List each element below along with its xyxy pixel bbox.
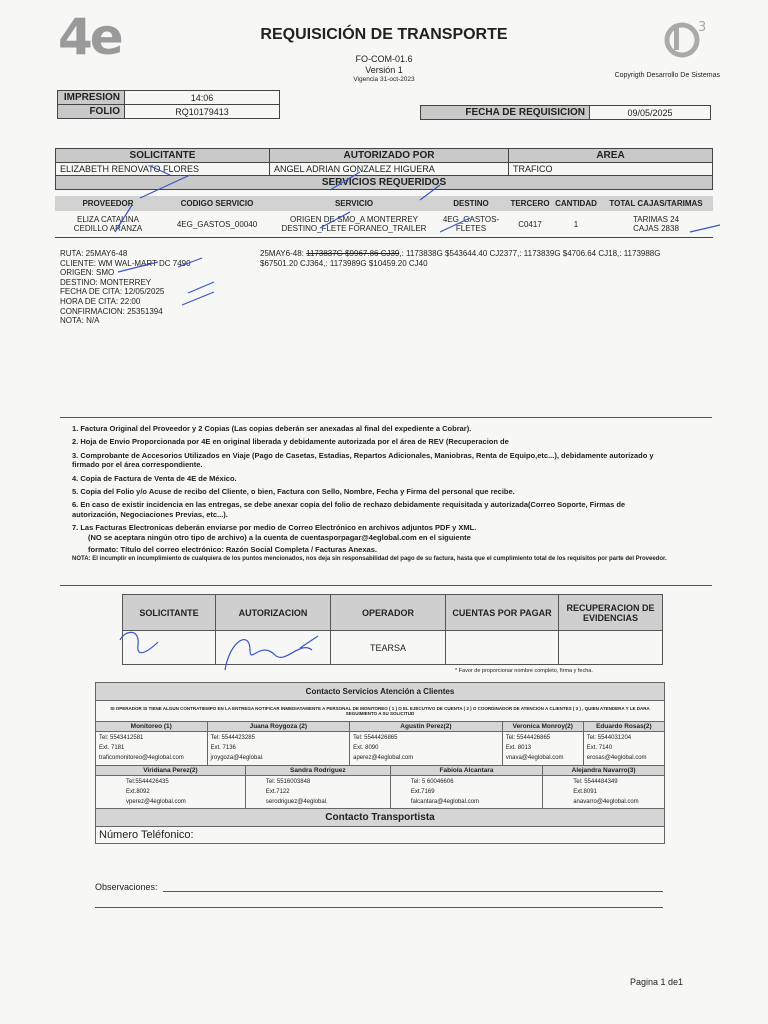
requirement-7-line-2: (NO se aceptara ningún otro tipo de archivo) a la cuenta de cuentasporpagar@4eglobal.com en el siguiente (88, 533, 471, 543)
sig-solicitante-header: SOLICITANTE (123, 595, 216, 631)
contacts-disclaimer: SI OPERADOR SI TIENE ALGUN CONTRATIEMPO EN LA ENTREGA NOTIFICAR INMEDIATAMENTE A PERSONAL DE MONITOREO ( 1 ) O EL EJECUTIVO DE CUENTA ( 2 ) O COORDINADOR DE ATENCION A CLIENTES ( 3 ) , QUIEN ATENDERA Y LE DARA SEGUIMIENTO A SU SOLICITUD (96, 701, 665, 722)
destino-line-1: 4EG_GASTOS- (442, 215, 500, 224)
requirement-6: 6. En caso de existir incidencia en las entregas, se debe anexar copia del folio de rechazo debidamente requisitada y autorizada(Correo Soporte, Firmas de autorización, Negociaciones Previas, etc...). (72, 500, 626, 519)
sig-operador-value: TEARSA (331, 631, 446, 665)
contact-tel: Tel: 5544426865 (353, 735, 398, 741)
servicio-line-2: DESTINO_FLETE FORANEO_TRAILER (281, 224, 427, 233)
contact-name: Veronica Monroy(2) (502, 722, 583, 732)
requirement-7: 7. Las Facturas Electronicas deberán enviarse por medio de Correo Electrónico en archivos adjuntos PDF y XML. (72, 523, 477, 532)
servicio-line-1: ORIGEN DE SMO_A MONTERREY (289, 215, 419, 224)
contact-email: erosas@4eglobal.com (586, 755, 647, 762)
shipment-rest: ,: 1173838G $543644.40 CJ2377,: 1173839G $4706.64 CJ18,: 1173988G (399, 249, 661, 258)
tercero-value: C0417 (518, 219, 542, 229)
cantidad-value: 1 (573, 219, 579, 229)
sig-cuentas-header: CUENTAS POR PAGAR (446, 595, 559, 631)
contact-email: aperez@4eglobal.com (353, 755, 414, 762)
detail-cliente: CLIENTE: WM WAL-MART DC 7490 (60, 258, 191, 268)
shipment-prefix: 25MAY6-48: (260, 249, 307, 258)
nota-text: NOTA: El incumplir en incumplimiento de cualquiera de los puntos mencionados, nos deja sin responsabilidad del pago de su factura, hasta que el cumplimiento total de los requisitos por parte del Proveedor. (72, 556, 667, 563)
impresion-label: IMPRESION (58, 91, 125, 105)
contact-name: Monitoreo (1) (96, 722, 208, 732)
autorizado-value: ANGEL ADRIAN GONZALEZ HIGUERA (270, 163, 509, 176)
total-line-1: TARIMAS 24 (632, 215, 680, 224)
contact-name: Fabiola Alcantara (390, 765, 542, 775)
fecha-value: 09/05/2025 (590, 106, 711, 120)
folio-value: RQ10179413 (125, 105, 280, 119)
requirement-3: 3. Comprobante de Accesorios Utilizados en Viaje (Pago de Casetas, Estadias, Repartos Adicionales, Maniobras, Renta de Equipo,etc...), debidamente autorizado y firmado por el área correspondiente. (72, 450, 654, 470)
contact-ext: Ext.8091 (573, 788, 597, 795)
contact-tel: Tel: 5544484349 (573, 778, 618, 785)
destino-line-2: FLETES (455, 224, 487, 233)
contact-tel: Tel: 5543412581 (99, 735, 144, 741)
area-header: AREA (509, 149, 713, 163)
contact-email: jroygoza@4eglobal. (210, 755, 264, 762)
contact-ext: Ext. 8013 (505, 745, 532, 752)
impresion-value: 14:06 (125, 91, 280, 105)
sig-operador-header: OPERADOR (331, 595, 446, 631)
proveedor-line-2: CEDILLO ARANZA (73, 224, 143, 233)
contact-ext: Ext.8092 (126, 788, 150, 795)
contact-ext: Ext.7122 (265, 788, 290, 795)
contact-ext: Ext. 8090 (353, 745, 379, 752)
contact-email: traficomonitoreo@4eglobal.com (99, 755, 184, 762)
detail-confirmacion: CONFIRMACION: 25351394 (60, 306, 163, 316)
contact-email: anavarro@4eglobal.com (573, 798, 639, 805)
contact-tel: Tel: 5544031204 (586, 735, 632, 741)
total-line-2: CAJAS 2838 (633, 224, 679, 233)
copyright-text: Copyrigth Desarrollo De Sistemas (614, 72, 720, 79)
requirement-7-line-3: formato: Título del correo electrónico: Razón Social Completa / Facturas Anexas. (88, 544, 377, 554)
contact-email: vperez@4eglobal.com (126, 798, 186, 805)
observaciones-label: Observaciones: (95, 882, 158, 892)
brand-logo: 4e (58, 8, 121, 66)
contact-tel: Tel: 5516003848 (265, 778, 311, 785)
contact-name: Alejandra Navarro(3) (543, 765, 665, 775)
contact-ext: Ext. 7181 (99, 745, 125, 752)
area-value: TRAFICO (509, 163, 713, 176)
contact-ext: Ext. 7140 (586, 745, 613, 752)
solicitante-header: SOLICITANTE (56, 149, 270, 163)
signature-footnote: * Favor de proporcionar nombre completo, firma y fecha. (455, 668, 593, 674)
contact-name: Sandra Rodriguez (245, 765, 390, 775)
contact-email: vnava@4eglobal.com (505, 755, 564, 762)
shipment-struck: 1173837G $9967.86 CJ39 (306, 249, 400, 258)
detail-hora-cita: HORA DE CITA: 22:00 (60, 296, 141, 306)
proveedor-line-1: ELIZA CATALINA (77, 215, 139, 224)
contact-tel: Tel:5544426435 (126, 778, 169, 785)
col-total: TOTAL CAJAS/TARIMAS (609, 199, 703, 208)
sig-autorizacion-header: AUTORIZACION (216, 595, 331, 631)
col-servicio: SERVICIO (334, 199, 374, 208)
document-title: REQUISICIÓN DE TRANSPORTE (260, 26, 508, 43)
form-version: Versión 1 (365, 65, 403, 75)
phone-label: Número Teléfonico: (96, 827, 665, 844)
detail-origen: ORIGEN: SMO (60, 268, 115, 278)
folio-label: FOLIO (58, 105, 125, 119)
detail-destino: DESTINO: MONTERREY (60, 277, 152, 287)
contact-ext: Ext.7169 (410, 788, 435, 795)
contact-name: Juana Roygoza (2) (207, 722, 350, 732)
contacts-title: Contacto Servicios Atención a Clientes (96, 683, 665, 701)
contact-name: Viridiana Perez(2) (96, 765, 246, 775)
form-vigencia: Vigencia 31-oct-2023 (353, 76, 415, 83)
shipment-line-2: $67501.20 CJ364,: 1173989G $10459.20 CJ40 (260, 258, 428, 268)
contact-email: serodriguez@4eglobal. (265, 798, 328, 805)
autorizado-header: AUTORIZADO POR (270, 149, 509, 163)
services-section-title: SERVICIOS REQUERIDOS (56, 176, 713, 190)
page-number: Pagina 1 de1 (630, 977, 684, 987)
requirement-4: 4. Copia de Factura de Venta de 4E de México. (72, 473, 237, 483)
transport-contact-title: Contacto Transportista (96, 809, 665, 827)
detail-nota: NOTA: N/A (60, 316, 100, 326)
contact-email: falcantara@4eglobal.com (410, 798, 479, 805)
form-code: FO-COM-01.6 (355, 54, 413, 64)
detail-ruta: RUTA: 25MAY6-48 (60, 249, 128, 258)
svg-text:3: 3 (698, 20, 707, 35)
signature-solicitante-icon (120, 632, 158, 652)
col-codigo: CODIGO SERVICIO (180, 199, 254, 208)
sig-recuperacion-header: RECUPERACION DE EVIDENCIAS (559, 595, 663, 631)
contact-name: Eduardo Rosas(2) (583, 722, 664, 732)
signature-autorizacion-icon (225, 636, 318, 670)
col-destino: DESTINO (453, 199, 489, 208)
requirement-1: 1. Factura Original del Proveedor y 2 Copias (Las copias deberán ser anexadas al final del expediente a Cobrar). (72, 424, 472, 433)
contact-tel: Tel: 5 60046606 (410, 778, 454, 785)
col-tercero: TERCERO (510, 199, 550, 208)
detail-fecha-cita: FECHA DE CITA: 12/05/2025 (60, 287, 165, 297)
col-cantidad: CANTIDAD (555, 199, 597, 208)
codigo-value: 4EG_GASTOS_00040 (176, 219, 258, 229)
contact-tel: Tel: 5544423285 (210, 735, 255, 741)
contact-ext: Ext. 7136 (210, 745, 236, 752)
fecha-label: FECHA DE REQUISICION (421, 106, 590, 120)
col-proveedor: PROVEEDOR (82, 199, 134, 208)
solicitante-value: ELIZABETH RENOVATO FLORES (56, 163, 270, 176)
requirement-2: 2. Hoja de Envio Proporcionada por 4E en original liberada y debidamente autorizada por el área de REV (Recuperacion de (72, 437, 509, 447)
requirement-5: 5. Copia del Folio y/o Acuse de recibo del Cliente, o bien, Factura con Sello, Nombre, Fecha y Firma del personal que recibe. (72, 486, 515, 496)
contact-name: Agustin Perez(2) (350, 722, 503, 732)
contact-tel: Tel: 5544426865 (505, 735, 551, 741)
